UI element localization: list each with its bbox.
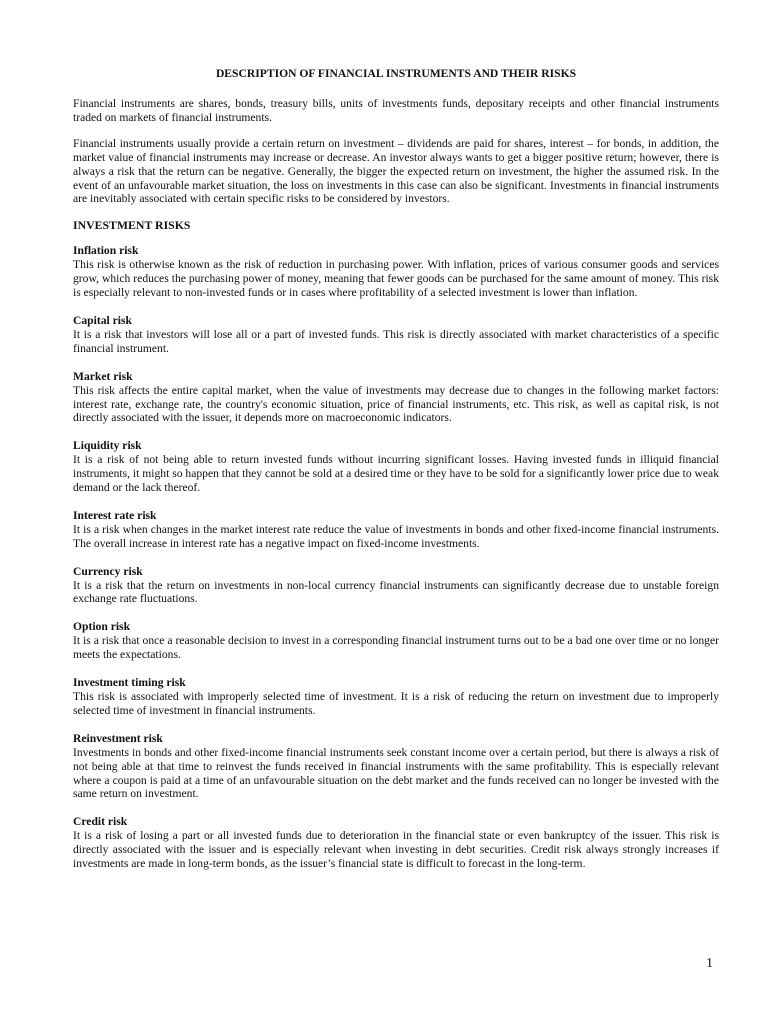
risk-description: It is a risk when changes in the market interest rate reduce the value of investments in bonds and other fixed-income financial instruments. The overall increase in interest rate has a negative impact on fixed-income investments. (73, 522, 719, 550)
risk-description: It is a risk that the return on investments in non-local currency financial instruments can significantly decrease due to unstable foreign exchange rate fluctuations. (73, 578, 719, 606)
risk-market (73, 370, 719, 426)
risk-description: It is a risk of not being able to return invested funds without incurring significant losses. Having invested funds in illiquid financial instruments, it might so happen that they cannot be sold at a desired time or they have to be sold for a significantly lower price due to weak demand or the lack thereof. (73, 453, 719, 495)
risk-investment-timing (73, 676, 719, 718)
risk-heading: Currency risk (73, 564, 143, 578)
section-heading-investment-risks: INVESTMENT RISKS (73, 218, 191, 233)
risk-credit (73, 815, 719, 871)
risk-option (73, 620, 719, 662)
risk-heading: Market risk (73, 369, 133, 383)
risk-description: This risk is associated with improperly selected time of investment. It is a risk of reducing the return on investment due to improperly selected time of investment in financial instruments. (73, 690, 719, 717)
risk-inflation (73, 244, 719, 300)
risk-heading: Investment timing risk (73, 676, 186, 690)
risk-interest-rate (73, 509, 719, 551)
risk-heading: Interest rate risk (73, 508, 157, 522)
risk-currency (73, 565, 719, 607)
intro-paragraph-1: Financial instruments are shares, bonds, treasury bills, units of investments funds, depositary receipts and other financial instruments traded on markets of financial instruments. (73, 97, 719, 124)
document-title: DESCRIPTION OF FINANCIAL INSTRUMENTS AND THEIR RISKS (215, 67, 577, 80)
risk-description: This risk is otherwise known as the risk of reduction in purchasing power. With inflation, prices of various consumer goods and services grow, which reduces the purchasing power of money, meaning that fewer goods can be purchased for the same amount of money. This risk is especially relevant to non-invested funds or in cases where profitability of a selected investment is lower than inflation. (73, 258, 719, 300)
intro-paragraph-2: Financial instruments usually provide a certain return on investment – dividends are paid for shares, interest – for bonds, in addition, the market value of financial instruments may increase or decrease. An investor always wants to get a bigger positive return; however, there is always a risk that the return can be negative. Generally, the bigger the expected return on investment, the higher the assumed risk. In the event of an unfavourable market situation, the loss on investments in this case can also be significant. Investments in financial instruments are inevitably associated with certain specific risks to be considered by investors. (73, 136, 719, 206)
risk-heading: Option risk (73, 620, 131, 634)
page-number: 1 (706, 956, 713, 971)
risk-heading: Capital risk (73, 313, 132, 327)
document-body (73, 97, 719, 885)
risk-reinvestment (73, 732, 719, 802)
risk-capital (73, 314, 719, 356)
risk-heading: Credit risk (73, 815, 128, 829)
risk-description: It is a risk of losing a part or all invested funds due to deterioration in the financial state or even bankruptcy of the issuer. This risk is directly associated with the issuer and is especially relevant when investing in debt securities. Credit risk always strongly increases if investments are made in long-term bonds, as the issuer’s financial state is difficult to forecast in the long-term. (73, 829, 719, 871)
risk-heading: Liquidity risk (73, 439, 142, 453)
risk-heading: Inflation risk (73, 244, 139, 258)
risk-description: Investments in bonds and other fixed-income financial instruments seek constant income over a certain period, but there is always a risk of not being able at that time to reinvest the funds received in financial instruments with the same profitability. This is especially relevant where a coupon is paid at a time of an unfavourable situation on the debt market and the funds received can no longer be invested with the same return on investment. (73, 745, 719, 801)
risk-heading: Reinvestment risk (73, 731, 163, 745)
risk-description: This risk affects the entire capital market, when the value of investments may decrease due to changes in the following market factors: interest rate, exchange rate, the country's economic situation, price of financial instruments, etc. This risk, as well as capital risk, is not directly associated with the issuer, it depends more on macroeconomic indicators. (73, 383, 719, 425)
risk-liquidity (73, 439, 719, 495)
risk-description: It is a risk that once a reasonable decision to invest in a corresponding financial instrument turns out to be a bad one over time or no longer meets the expectations. (73, 634, 719, 662)
risk-description: It is a risk that investors will lose all or a part of invested funds. This risk is directly associated with market characteristics of a specific financial instrument. (73, 327, 719, 355)
